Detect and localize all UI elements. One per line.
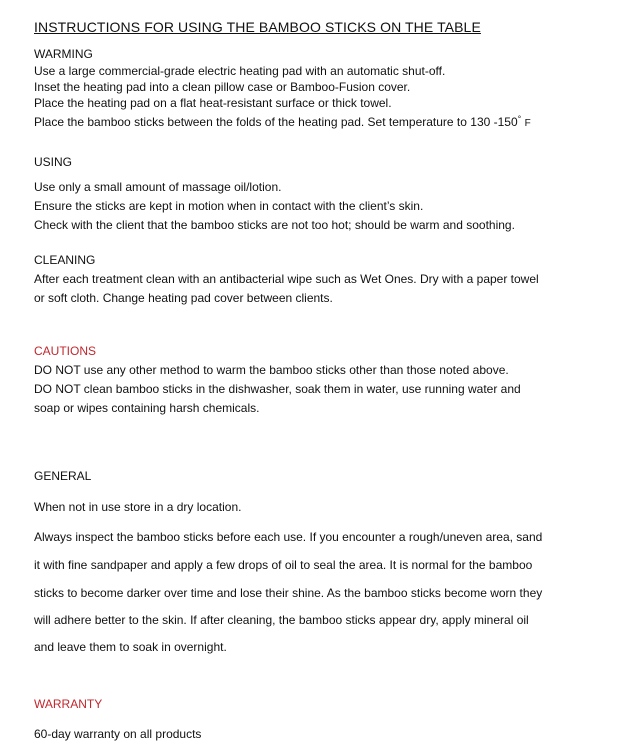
using-line: Check with the client that the bamboo sticks are not too hot; should be warm and soothing. bbox=[34, 218, 515, 232]
general-line: When not in use store in a dry location. bbox=[34, 500, 242, 514]
cautions-heading: CAUTIONS bbox=[34, 344, 97, 358]
warranty-heading: WARRANTY bbox=[34, 697, 103, 711]
warranty-line: 60-day warranty on all products bbox=[34, 727, 202, 741]
cleaning-heading: CLEANING bbox=[34, 253, 96, 267]
general-line: and leave them to soak in overnight. bbox=[34, 640, 227, 654]
warming-line: Place the heating pad on a flat heat-resistant surface or thick towel. bbox=[34, 96, 392, 110]
warming-line: Inset the heating pad into a clean pillow case or Bamboo-Fusion cover. bbox=[34, 80, 411, 94]
general-line: Always inspect the bamboo sticks before each use. If you encounter a rough/uneven area, sand bbox=[34, 530, 543, 544]
warming-line-temperature bbox=[34, 111, 531, 132]
cautions-line: soap or wipes containing harsh chemicals. bbox=[34, 401, 260, 415]
warming-heading: WARMING bbox=[34, 47, 93, 61]
general-line: it with fine sandpaper and apply a few drops of oil to seal the area. It is normal for the bamboo bbox=[34, 558, 533, 572]
using-line: Ensure the sticks are kept in motion when in contact with the client’s skin. bbox=[34, 199, 424, 213]
degree-sign: ° bbox=[517, 114, 522, 124]
general-line: will adhere better to the skin. If after cleaning, the bamboo sticks appear dry, apply mineral oil bbox=[34, 613, 529, 627]
temperature-unit: F bbox=[524, 118, 531, 129]
cautions-line: DO NOT use any other method to warm the bamboo sticks other than those noted above. bbox=[34, 363, 509, 377]
general-heading: GENERAL bbox=[34, 469, 92, 483]
general-line: sticks to become darker over time and lose their shine. As the bamboo sticks become worn they bbox=[34, 586, 543, 600]
using-heading: USING bbox=[34, 155, 73, 169]
cleaning-line: or soft cloth. Change heating pad cover between clients. bbox=[34, 291, 333, 305]
warming-line: Use a large commercial-grade electric heating pad with an automatic shut-off. bbox=[34, 64, 446, 78]
temperature-text: Place the bamboo sticks between the folds of the heating pad. Set temperature to 130 -150 bbox=[34, 115, 518, 129]
page-title: INSTRUCTIONS FOR USING THE BAMBOO STICKS ON THE TABLE bbox=[34, 19, 481, 35]
cleaning-line: After each treatment clean with an antibacterial wipe such as Wet Ones. Dry with a paper towel bbox=[34, 272, 539, 286]
cautions-line: DO NOT clean bamboo sticks in the dishwasher, soak them in water, use running water and bbox=[34, 382, 521, 396]
using-line: Use only a small amount of massage oil/lotion. bbox=[34, 180, 282, 194]
